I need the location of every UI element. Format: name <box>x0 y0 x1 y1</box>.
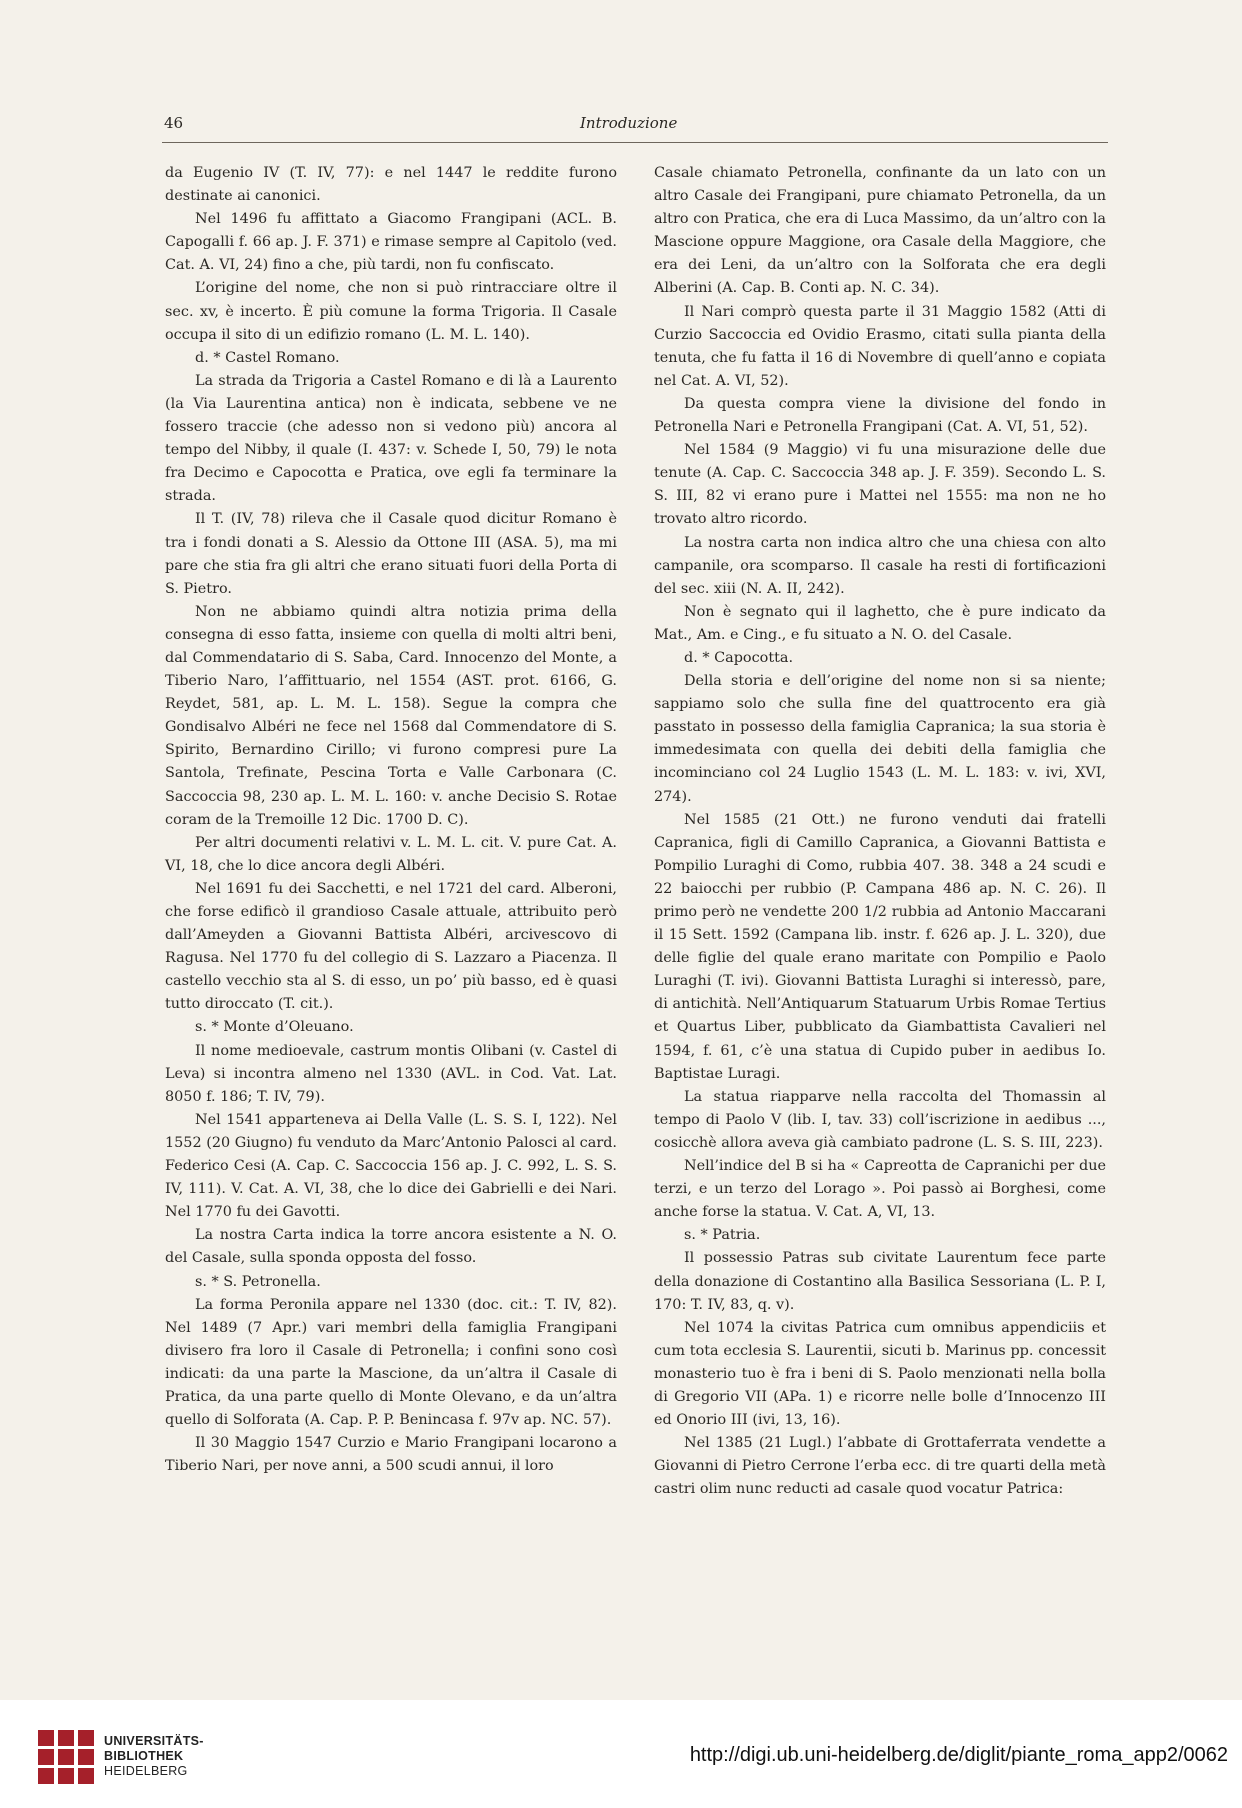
paragraph: Nel 1074 la civitas Patrica cum omnibus appendiciis et cum tota ecclesia S. Laurentii, sicuti b. Marinus pp. concessit monasterio tuo è fra i beni di S. Paolo menzionati nella bolla di Gregorio VII (APa. 1) e ricorre nelle bolle d’Innocenzo III ed Onorio III (ivi, 13, 16). <box>654 1319 1106 1429</box>
paragraph: Nel 1691 fu dei Sacchetti, e nel 1721 del card. Alberoni, che forse edificò il grandioso Casale attuale, attribuito però dall’Ameyden a Giovanni Battista Albéri, arcivescovo di Ragusa. Nel 1770 fu del collegio di S. Lazzaro a Piacenza. Il castello vecchio sta al S. di esso, un po’ più basso, ed è quasi tutto diroccato (T. cit.). <box>165 880 617 1013</box>
paragraph: Non ne abbiamo quindi altra notizia prima della consegna di esso fatta, insieme con quella di molti altri beni, dal Commendatario di S. Saba, Card. Innocenzo del Monte, a Tiberio Naro, l’affittuario, nel 1554 (AST. prot. 6166, G. Reydet, 581, ap. L. M. L. 158). Segue la compra che Gondisalvo Albéri ne fece nel 1568 dal Commendatore di S. Spirito, Bernardino Cirillo; vi furono compresi pure La Santola, Trefinate, Pescina Torta e Valle Carbonara (C. Saccoccia 98, 230 ap. L. M. L. 160: v. anche Decisio S. Rotae coram de la Tremoille 12 Dic. 1700 D. C). <box>165 603 617 828</box>
paragraph: d. * Castel Romano. <box>195 349 340 366</box>
running-title: Introduzione <box>580 114 678 132</box>
paragraph: Da questa compra viene la divisione del fondo in Petronella Nari e Petronella Frangipani (Cat. A. VI, 51, 52). <box>654 395 1106 436</box>
paragraph: Il 30 Maggio 1547 Curzio e Mario Frangipani locarono a Tiberio Nari, per nove anni, a 500 scudi annui, il loro <box>165 1435 617 1475</box>
paragraph: Il nome medioevale, castrum montis Olibani (v. Castel di Leva) si incontra almeno nel 1330 (AVL. in Cod. Vat. Lat. 8050 f. 186; T. IV, 79). <box>165 1042 617 1105</box>
header-rule <box>162 142 1108 143</box>
paragraph: Nel 1584 (9 Maggio) vi fu una misurazione delle due tenute (A. Cap. C. Saccoccia 348 ap. J. F. 359). Secondo L. S. S. III, 82 vi erano pure i Mattei nel 1555: ma non ne ho trovato altro ricordo. <box>654 442 1106 528</box>
paragraph: Non è segnato qui il laghetto, che è pure indicato da Mat., Am. e Cing., e fu situato a N. O. del Casale. <box>654 603 1106 643</box>
paragraph: s. * Patria. <box>684 1227 761 1244</box>
paragraph: Nel 1385 (21 Lugl.) l’abbate di Grottaferrata vendette a Giovanni di Pietro Cerrone l’erba ecc. di tre quarti della metà castri olim nunc reducti ad casale quod vocatur Patrica: <box>654 1435 1106 1498</box>
paragraph: d. * Capocotta. <box>684 649 794 666</box>
running-head <box>0 114 1242 136</box>
paragraph: La statua riapparve nella raccolta del Thomassin al tempo di Paolo V (lib. I, tav. 33) coll’iscrizione in aedibus ..., cosicchè allora aveva già cambiato padrone (L. S. S. III, 223). <box>654 1088 1106 1151</box>
paragraph: L’origine del nome, che non si può rintracciare oltre il sec. xv, è incerto. È più comune la forma Trigoria. Il Casale occupa il sito di un edifizio romano (L. M. L. 140). <box>165 280 617 343</box>
paragraph: Casale chiamato Petronella, confinante da un lato con un altro Casale dei Frangipani, pure chiamato Petronella, da un altro con Pratica, che era di Luca Massimo, da un’altro con la Mascione oppure Maggione, ora Casale della Maggiore, che era dei Leni, da un’altro con la Solforata che era degli Alberini (A. Cap. B. Conti ap. N. C. 34). <box>654 165 1106 297</box>
paragraph: Nel 1496 fu affittato a Giacomo Frangipani (ACL. B. Capogalli f. 66 ap. J. F. 371) e rimase sempre al Capitolo (ved. Cat. A. VI, 24) fino a che, più tardi, non fu confiscato. <box>165 211 617 274</box>
page-number: 46 <box>164 114 184 132</box>
paragraph: La forma Peronila appare nel 1330 (doc. cit.: T. IV, 82). Nel 1489 (7 Apr.) vari membri della famiglia Frangipani divisero fra loro il Casale di Petronella; i confini sono così indicati: da una parte la Mascione, da un’altra il Casale di Pratica, da una parte quello di Monte Olevano, e da un’altra quello di Solforata (A. Cap. P. P. Benincasa f. 97v ap. NC. 57). <box>165 1296 617 1429</box>
right-column <box>654 162 1106 1501</box>
paragraph: da Eugenio IV (T. IV, 77): e nel 1447 le reddite furono destinate ai canonici. <box>165 165 617 205</box>
viewer-footer <box>0 1700 1242 1808</box>
library-logo-icon <box>38 1730 94 1784</box>
paragraph: s. * S. Petronella. <box>195 1273 321 1290</box>
left-column <box>165 162 617 1478</box>
paragraph: La nostra carta non indica altro che una chiesa con alto campanile, ora scomparso. Il casale ha resti di fortificazioni del sec. xiii (N. A. II, 242). <box>654 534 1106 597</box>
paragraph: Il possessio Patras sub civitate Laurentum fece parte della donazione di Costantino alla Basilica Sessoriana (L. P. I, 170: T. IV, 83, q. v). <box>654 1250 1106 1313</box>
paragraph: La nostra Carta indica la torre ancora esistente a N. O. del Casale, sulla sponda opposta del fosso. <box>165 1227 617 1267</box>
paragraph: Nel 1541 apparteneva ai Della Valle (L. S. S. I, 122). Nel 1552 (20 Giugno) fu venduto da Marc’Antonio Palosci al card. Federico Cesi (A. Cap. C. Saccoccia 156 ap. J. C. 992, L. S. S. IV, 111). V. Cat. A. VI, 38, che lo dice dei Gabrielli e dei Nari. Nel 1770 fu dei Gavotti. <box>165 1111 617 1221</box>
paragraph: Nell’indice del B si ha « Capreotta de Capranichi per due terzi, e un terzo del Lorago ». Poi passò ai Borghesi, come anche forse la statua. V. Cat. A, VI, 13. <box>654 1158 1106 1221</box>
paragraph: s. * Monte d’Oleuano. <box>195 1019 354 1036</box>
paragraph: Della storia e dell’origine del nome non si sa niente; sappiamo solo che sulla fine del quattrocento era già passtato in possesso della famiglia Capranica; la sua storia è immedesimata con quella dei debiti della famiglia che incominciano col 24 Luglio 1543 (L. M. L. 183: v. ivi, XVI, 274). <box>654 673 1106 805</box>
paragraph: La strada da Trigoria a Castel Romano e di là a Laurento (la Via Laurentina antica) non è indicata, sebbene ve ne fossero traccie (che adesso non si vedono più) ancora al tempo del Nibby, il quale (I. 437: v. Schede I, 50, 79) le nota fra Decimo e Capocotta e Pratica, ove egli fa terminare la strada. <box>165 372 617 505</box>
permalink-url[interactable]: http://digi.ub.uni-heidelberg.de/diglit/piante_roma_app2/0062 <box>689 1744 1228 1766</box>
paragraph: Nel 1585 (21 Ott.) ne furono venduti dai fratelli Capranica, figli di Camillo Capranica, a Giovanni Battista e Pompilio Luraghi di Como, rubbia 407. 38. 348 a 24 scudi e 22 baiocchi per rubbio (P. Campana 486 ap. N. C. 26). Il primo però ne vendette 200 1/2 rubbia ad Antonio Maccarani il 15 Sett. 1592 (Campana lib. instr. f. 626 ap. J. L. 320), due delle figlie del quale erano maritate con Pompilio e Paolo Luraghi (T. ivi). Giovanni Battista Luraghi si interessò, pare, di antichità. Nell’Antiquarum Statuarum Urbis Romae Tertius et Quartus Liber, pubblicato da Giambattista Cavalieri nel 1594, f. 61, c’è una statua di Cupido puber in aedibus Io. Baptistae Luragi. <box>654 811 1106 1082</box>
paragraph: Per altri documenti relativi v. L. M. L. cit. V. pure Cat. A. VI, 18, che lo dice ancora degli Albéri. <box>165 834 617 874</box>
paragraph: Il T. (IV, 78) rileva che il Casale quod dicitur Romano è tra i fondi donati a S. Alessio da Ottone III (ASA. 5), ma mi pare che stia fra gli altri che erano situati fuori della Porta di S. Pietro. <box>165 511 617 597</box>
paragraph: Il Nari comprò questa parte il 31 Maggio 1582 (Atti di Curzio Saccoccia ed Ovidio Erasmo, citati sulla pianta della tenuta, che fu fatta il 16 di Novembre di quell’anno e copiata nel Cat. A. VI, 52). <box>654 303 1106 389</box>
library-name: UNIVERSITÄTS- BIBLIOTHEK HEIDELBERG <box>104 1734 204 1778</box>
